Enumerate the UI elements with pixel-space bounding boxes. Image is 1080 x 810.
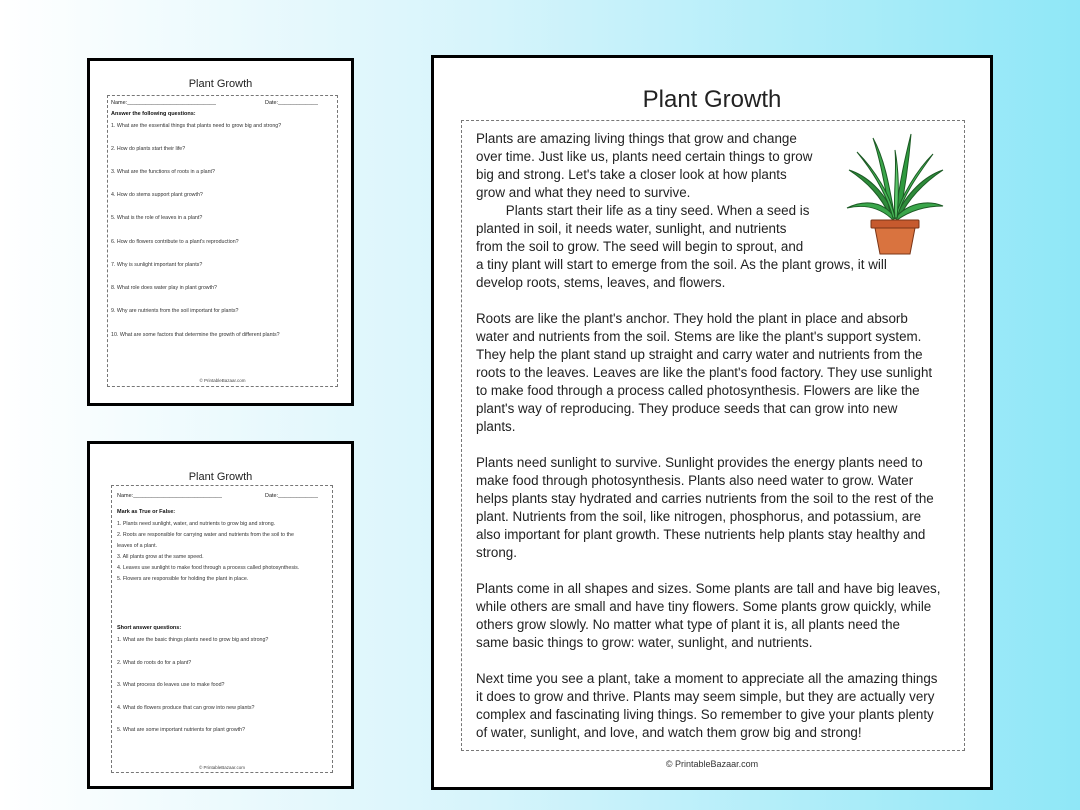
reading-passage-page[interactable]	[431, 55, 993, 790]
passage-line: Roots are like the plant's anchor. They hold the plant in place and absorb	[476, 311, 908, 326]
question-item: 9. Why are nutrients from the soil important for plants?	[111, 308, 239, 314]
passage-line: Next time you see a plant, take a moment to appreciate all the amazing things	[476, 671, 938, 686]
copyright-footer: © PrintableBazaar.com	[665, 759, 759, 769]
short-answer-item: 5. What are some important nutrients for plant growth?	[117, 727, 246, 733]
worksheet-frame	[107, 95, 338, 387]
date-field-label: Date:_____________	[265, 100, 318, 106]
true-false-item: 4. Leaves use sunlight to make food through a process called photosynthesis.	[117, 565, 300, 571]
question-item: 3. What are the functions of roots in a plant?	[111, 169, 215, 175]
passage-line: roots to the leaves. Leaves are like the plant's food factory. They use sunlight	[476, 365, 933, 380]
question-item: 10. What are some factors that determine the growth of different plants?	[111, 332, 280, 338]
passage-line: others grow slowly. No matter what type of plant it is, all plants need the	[476, 617, 900, 632]
passage-title: Plant Growth	[642, 86, 782, 113]
name-field-label: Name:_____________________________	[117, 493, 222, 499]
worksheet-true-false-thumbnail[interactable]	[87, 441, 354, 789]
passage-line: while others are small and have tiny flowers. Some plants grow quickly, while	[476, 599, 932, 614]
passage-line: They help the plant stand up straight and carry water and nutrients from the	[476, 347, 923, 362]
short-answer-item: 1. What are the basic things plants need to grow big and strong?	[117, 637, 269, 643]
short-answer-item: 2. What do roots do for a plant?	[117, 660, 192, 666]
passage-body	[476, 130, 976, 742]
passage-line: over time. Just like us, plants need certain things to grow	[476, 149, 813, 164]
passage-line: plant. Nutrients from the soil, like nitrogen, phosphorus, and potassium, are	[476, 509, 922, 524]
true-false-item: 5. Flowers are responsible for holding the plant in place.	[117, 576, 249, 582]
question-item: 4. How do stems support plant growth?	[111, 192, 203, 198]
true-false-item: leaves of a plant.	[117, 543, 158, 549]
passage-line: also important for plant growth. These nutrients help plants stay healthy and	[476, 527, 926, 542]
passage-line: make food through photosynthesis. Plants also need water to grow. Water	[476, 473, 914, 488]
passage-line: Plants start their life as a tiny seed. When a seed is	[476, 203, 810, 218]
question-item: 1. What are the essential things that plants need to grow big and strong?	[111, 123, 282, 129]
passage-line: complex and fascinating living things. So remember to give your plants plenty	[476, 707, 934, 722]
passage-line: water and nutrients from the soil. Stems are like the plant's support system.	[476, 329, 922, 344]
date-field-label: Date:_____________	[265, 493, 318, 499]
passage-line: big and strong. Let's take a closer look at how plants	[476, 167, 787, 182]
short-answer-heading: Short answer questions:	[117, 625, 182, 631]
question-item: 7. Why is sunlight important for plants?	[111, 262, 203, 268]
passage-line: planted in soil, it needs water, sunlight, and nutrients	[476, 221, 787, 236]
question-item: 5. What is the role of leaves in a plant?	[111, 215, 203, 221]
passage-line: strong.	[476, 545, 517, 560]
passage-line: from the soil to grow. The seed will begin to sprout, and	[476, 239, 804, 254]
question-item: 6. How do flowers contribute to a plant's reproduction?	[111, 239, 239, 245]
passage-line: plant's way of reproducing. They produce seeds that can grow into new	[476, 401, 898, 416]
passage-line: to make food through a process called photosynthesis. Flowers are like the	[476, 383, 920, 398]
worksheet-questions-thumbnail[interactable]	[87, 58, 354, 406]
passage-line: plants.	[476, 419, 516, 434]
instruction-heading: Answer the following questions:	[111, 111, 196, 117]
passage-line: of water, sunlight, and love, and watch them grow big and strong!	[476, 725, 862, 740]
short-answer-item: 4. What do flowers produce that can grow into new plants?	[117, 705, 255, 711]
true-false-item: 1. Plants need sunlight, water, and nutrients to grow big and strong.	[117, 521, 276, 527]
worksheet-title: Plant Growth	[188, 78, 253, 90]
passage-line: Plants need sunlight to survive. Sunlight provides the energy plants need to	[476, 455, 923, 470]
question-item: 8. What role does water play in plant growth?	[111, 285, 217, 291]
passage-line: helps plants stay hydrated and carries nutrients from the soil to the rest of the	[476, 491, 934, 506]
passage-line: a tiny plant will start to emerge from the soil. As the plant grows, it will	[476, 257, 887, 272]
question-item: 2. How do plants start their life?	[111, 146, 186, 152]
name-field-label: Name:_____________________________	[111, 100, 216, 106]
passage-line: Plants are amazing living things that grow and change	[476, 131, 797, 146]
true-false-item: 2. Roots are responsible for carrying water and nutrients from the soil to the	[117, 532, 294, 538]
copyright-footer: © PrintableBazaar.com	[199, 378, 246, 383]
passage-line: grow and what they need to survive.	[476, 185, 691, 200]
copyright-footer: © PrintableBazaar.com	[198, 765, 246, 770]
true-false-heading: Mark as True or False:	[117, 509, 176, 515]
passage-line: it does to grow and thrive. Plants may seem simple, but they are actually very	[476, 689, 935, 704]
worksheet-frame	[111, 485, 333, 773]
worksheet-title: Plant Growth	[188, 471, 253, 483]
passage-line: develop roots, stems, leaves, and flowers.	[476, 275, 726, 290]
true-false-item: 3. All plants grow at the same speed.	[117, 554, 204, 560]
passage-line: Plants come in all shapes and sizes. Some plants are tall and have big leaves,	[476, 581, 941, 596]
short-answer-item: 3. What process do leaves use to make food?	[117, 682, 225, 688]
passage-line: same basic things to grow: water, sunlight, and nutrients.	[476, 635, 813, 650]
